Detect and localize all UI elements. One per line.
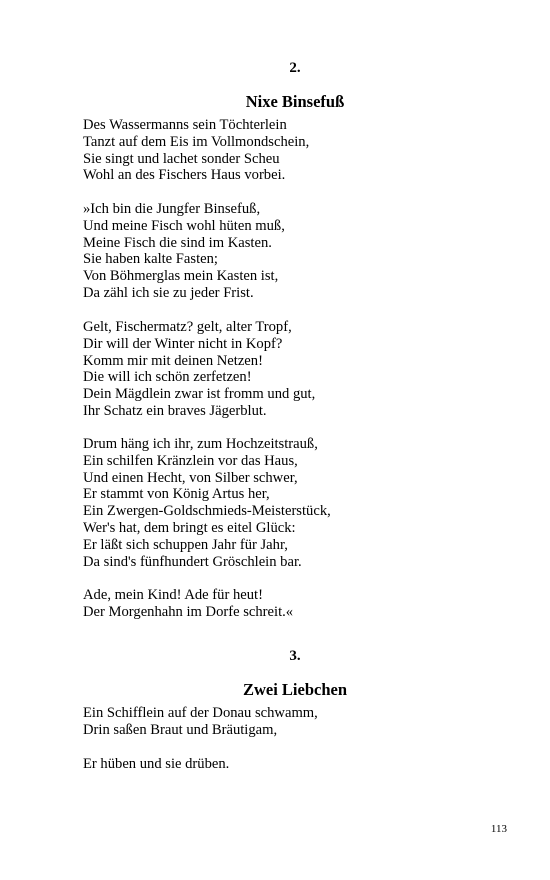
verse-line: Er hüben und sie drüben. [83, 756, 230, 772]
stanza [83, 319, 315, 420]
page-number: 113 [490, 823, 507, 835]
stanza [83, 756, 229, 773]
stanza [83, 201, 285, 302]
verse-line: Des Wassermanns sein Töchterlein [83, 117, 287, 133]
poem-title: Nixe Binsefuß [245, 92, 345, 111]
verse-line: Meine Fisch die sind im Kasten. [83, 234, 272, 251]
verse-line: Da zähl ich sie zu jeder Frist. [83, 284, 254, 301]
verse-line: Wohl an des Fischers Haus vorbei. [83, 167, 286, 184]
verse-line: Die will ich schön zerfetzen! [83, 369, 252, 386]
verse-line: Wer's hat, dem bringt es eitel Glück: [83, 519, 296, 536]
verse-line: Ein schilfen Kränzlein vor das Haus, [83, 452, 298, 469]
verse-line: Ein Zwergen-Goldschmieds-Meisterstück, [83, 503, 331, 520]
verse-line: Drum häng ich ihr, zum Hochzeitstrauß, [83, 436, 318, 452]
verse-line: Von Böhmerglas mein Kasten ist, [83, 268, 279, 285]
stanza [83, 705, 318, 739]
verse-line: Da sind's fünfhundert Gröschlein bar. [83, 553, 302, 570]
stanza [83, 587, 293, 621]
verse-line: Gelt, Fischermatz? gelt, alter Tropf, [83, 319, 292, 335]
verse-line: Sie singt und lachet sonder Scheu [83, 150, 280, 167]
verse-line: Sie haben kalte Fasten; [83, 251, 218, 268]
poem-number: 2. [289, 60, 301, 76]
verse-line: Ein Schifflein auf der Donau schwamm, [83, 705, 318, 721]
verse-line: Drin saßen Braut und Bräutigam, [83, 721, 278, 738]
verse-line: Er stammt von König Artus her, [83, 486, 270, 503]
poem-number: 3. [289, 648, 301, 664]
verse-line: »Ich bin die Jungfer Binsefuß, [83, 201, 261, 217]
stanza [83, 436, 331, 570]
verse-line: Komm mir mit deinen Netzen! [83, 352, 263, 369]
poem-title: Zwei Liebchen [242, 680, 348, 699]
verse-line: Und einen Hecht, von Silber schwer, [83, 469, 298, 486]
stanza [83, 117, 309, 184]
verse-line: Dein Mägdlein zwar ist fromm und gut, [83, 386, 316, 403]
verse-line: Und meine Fisch wohl hüten muß, [83, 217, 285, 234]
verse-line: Ihr Schatz ein braves Jägerblut. [83, 402, 267, 419]
verse-line: Tanzt auf dem Eis im Vollmondschein, [83, 133, 310, 150]
verse-line: Er läßt sich schuppen Jahr für Jahr, [83, 536, 288, 553]
verse-line: Der Morgenhahn im Dorfe schreit.« [83, 603, 294, 620]
verse-line: Ade, mein Kind! Ade für heut! [83, 587, 263, 603]
verse-line: Dir will der Winter nicht in Kopf? [83, 335, 283, 352]
